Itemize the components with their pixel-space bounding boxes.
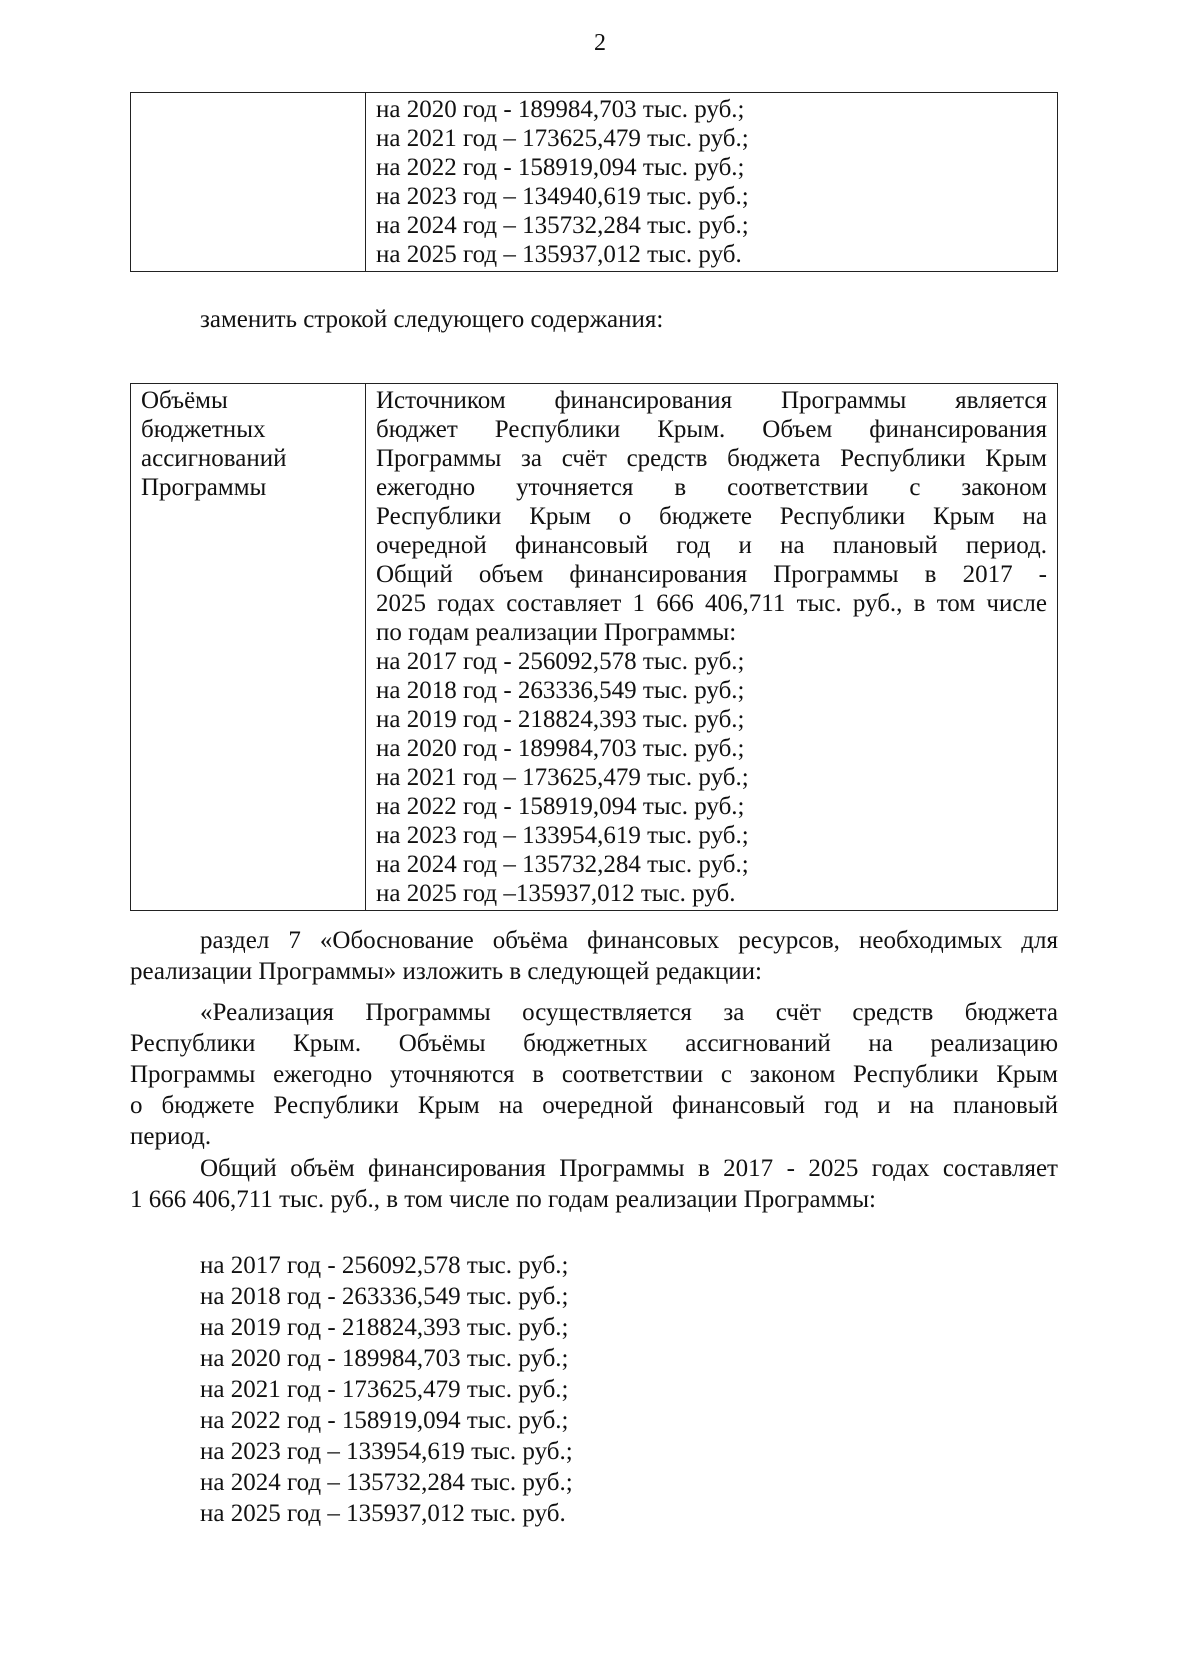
left-label-line: Программы <box>141 474 267 501</box>
page-number: 2 <box>594 30 606 56</box>
implementation-line: Программы ежегодно уточняются в соответствии с законом Республики Крым <box>130 1061 1058 1088</box>
funding-table-new <box>130 383 1058 911</box>
table-right-cell <box>366 93 1058 272</box>
year-row: на 2022 год - 158919,094 тыс. руб.; <box>376 154 745 181</box>
year-row: на 2019 год - 218824,393 тыс. руб.; <box>376 706 745 733</box>
year-row: на 2025 год – 135937,012 тыс. руб. <box>376 241 742 268</box>
section-line: реализации Программы» изложить в следующей редакции: <box>130 958 762 985</box>
year-row: на 2017 год - 256092,578 тыс. руб.; <box>376 648 745 675</box>
implementation-line: «Реализация Программы осуществляется за счёт средств бюджета <box>200 999 1058 1026</box>
year-list-item: на 2019 год - 218824,393 тыс. руб.; <box>200 1314 569 1341</box>
implementation-line: Республики Крым. Объёмы бюджетных ассигнований на реализацию <box>130 1030 1058 1057</box>
implementation-line: период. <box>130 1123 212 1150</box>
description-line: Общий объем финансирования Программы в 2017 - <box>376 561 1047 588</box>
year-list-item: на 2020 год - 189984,703 тыс. руб.; <box>200 1345 569 1372</box>
year-row: на 2023 год – 134940,619 тыс. руб.; <box>376 183 749 210</box>
description-line: очередной финансовый год и на плановый период. <box>376 532 1047 559</box>
description-line: Республики Крым о бюджете Республики Крым на <box>376 503 1047 530</box>
implementation-paragraph <box>130 997 1058 1152</box>
year-list-item: на 2023 год – 133954,619 тыс. руб.; <box>200 1438 573 1465</box>
total-line: Общий объём финансирования Программы в 2017 - 2025 годах составляет <box>200 1155 1058 1182</box>
year-list-item: на 2025 год – 135937,012 тыс. руб. <box>200 1500 566 1527</box>
description-line: Программы за счёт средств бюджета Республики Крым <box>376 445 1047 472</box>
table-left-cell <box>131 384 366 911</box>
year-row: на 2021 год – 173625,479 тыс. руб.; <box>376 764 749 791</box>
description-line: 2025 годах составляет 1 666 406,711 тыс. руб., в том числе <box>376 590 1047 617</box>
funding-table-old <box>130 92 1058 272</box>
description-line: ежегодно уточняется в соответствии с законом <box>376 474 1047 501</box>
year-list <box>200 1250 573 1529</box>
year-row: на 2025 год –135937,012 тыс. руб. <box>376 880 736 907</box>
description-line: Источником финансирования Программы является <box>376 387 1047 414</box>
implementation-line: о бюджете Республики Крым на очередной финансовый год и на плановый <box>130 1092 1058 1119</box>
year-row: на 2021 год – 173625,479 тыс. руб.; <box>376 125 749 152</box>
left-label-line: ассигнований <box>141 445 287 472</box>
year-row: на 2024 год – 135732,284 тыс. руб.; <box>376 851 749 878</box>
year-row: на 2023 год – 133954,619 тыс. руб.; <box>376 822 749 849</box>
year-row: на 2022 год - 158919,094 тыс. руб.; <box>376 793 745 820</box>
section-paragraph <box>130 925 1058 987</box>
year-list-item: на 2022 год - 158919,094 тыс. руб.; <box>200 1407 569 1434</box>
total-paragraph <box>130 1153 1058 1215</box>
year-row: на 2020 год - 189984,703 тыс. руб.; <box>376 735 745 762</box>
description-line: бюджет Республики Крым. Объем финансирования <box>376 416 1047 443</box>
total-line: 1 666 406,711 тыс. руб., в том числе по годам реализации Программы: <box>130 1186 876 1213</box>
section-line: раздел 7 «Обоснование объёма финансовых ресурсов, необходимых для <box>200 927 1058 954</box>
year-list-item: на 2017 год - 256092,578 тыс. руб.; <box>200 1252 569 1279</box>
year-list-item: на 2024 год – 135732,284 тыс. руб.; <box>200 1469 573 1496</box>
table-left-cell <box>131 93 366 272</box>
left-label-line: бюджетных <box>141 416 266 443</box>
year-list-item: на 2021 год - 173625,479 тыс. руб.; <box>200 1376 569 1403</box>
year-list-item: на 2018 год - 263336,549 тыс. руб.; <box>200 1283 569 1310</box>
left-label-line: Объёмы <box>141 387 228 414</box>
year-row: на 2018 год - 263336,549 тыс. руб.; <box>376 677 745 704</box>
year-row: на 2020 год - 189984,703 тыс. руб.; <box>376 96 745 123</box>
year-row: по годам реализации Программы: <box>376 619 737 646</box>
year-row: на 2024 год – 135732,284 тыс. руб.; <box>376 212 749 239</box>
replace-instruction: заменить строкой следующего содержания: <box>200 306 664 333</box>
table-right-cell <box>366 384 1058 911</box>
